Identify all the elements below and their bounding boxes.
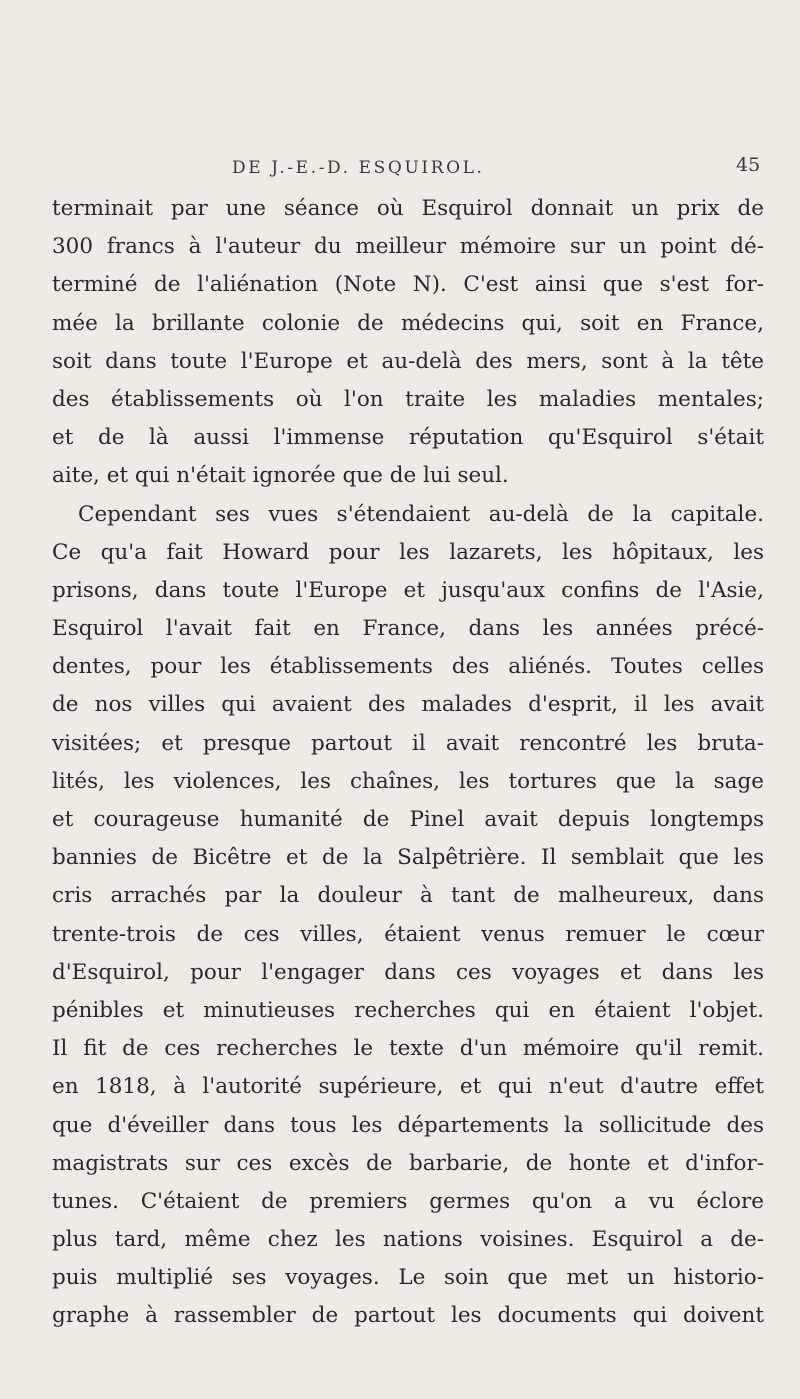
text-line: d'Esquirol, pour l'engager dans ces voyages et dans les	[52, 959, 764, 985]
text-line: plus tard, même chez les nations voisines. Esquirol a de-	[52, 1227, 764, 1253]
text-line: puis multiplié ses voyages. Le soin que met un historio-	[52, 1265, 764, 1291]
text-line: terminait par une séance où Esquirol donnait un prix de	[52, 196, 764, 221]
text-line: et de là aussi l'immense réputation qu'Esquirol s'était	[52, 425, 764, 451]
text-line: visitées; et presque partout il avait rencontré les bruta-	[52, 730, 764, 756]
text-line: que d'éveiller dans tous les départements la sollicitude des	[52, 1112, 764, 1138]
text-line: dentes, pour les établissements des aliénés. Toutes celles	[52, 654, 764, 680]
text-line: 300 francs à l'auteur du meilleur mémoire sur un point dé-	[52, 234, 764, 260]
text-line: des établissements où l'on traite les maladies mentales;	[52, 386, 764, 412]
text-line: Ce qu'a fait Howard pour les lazarets, les hôpitaux, les	[52, 539, 764, 565]
text-line: magistrats sur ces excès de barbarie, de honte et d'infor-	[52, 1150, 764, 1176]
text-line: Cependant ses vues s'étendaient au-delà de la capitale.	[78, 501, 764, 527]
text-line: graphe à rassembler de partout les documents qui doivent	[52, 1303, 764, 1329]
running-head: DE J.-E.-D. ESQUIROL.	[232, 158, 485, 178]
body-text	[52, 190, 764, 1336]
text-line: aite, et qui n'était ignorée que de lui seul.	[52, 463, 509, 489]
text-line: tunes. C'étaient de premiers germes qu'on a vu éclore	[52, 1188, 764, 1214]
text-line: et courageuse humanité de Pinel avait depuis longtemps	[52, 807, 764, 832]
text-line: terminé de l'aliénation (Note N). C'est ainsi que s'est for-	[52, 272, 764, 298]
text-line: bannies de Bicêtre et de la Salpêtrière. Il semblait que les	[52, 845, 764, 871]
text-line: lités, les violences, les chaînes, les tortures que la sage	[52, 768, 764, 794]
text-line: trente-trois de ces villes, étaient venus remuer le cœur	[52, 921, 764, 947]
text-line: pénibles et minutieuses recherches qui en étaient l'objet.	[52, 997, 764, 1023]
page-number: 45	[736, 154, 761, 176]
text-line: prisons, dans toute l'Europe et jusqu'aux confins de l'Asie,	[52, 577, 764, 603]
text-line: de nos villes qui avaient des malades d'esprit, il les avait	[52, 692, 764, 718]
text-line: cris arrachés par la douleur à tant de malheureux, dans	[52, 883, 764, 909]
text-line: en 1818, à l'autorité supérieure, et qui n'eut d'autre effet	[52, 1074, 764, 1100]
text-line: Esquirol l'avait fait en France, dans les années précé-	[52, 616, 764, 642]
text-line: mée la brillante colonie de médecins qui, soit en France,	[52, 310, 764, 336]
text-line: Il fit de ces recherches le texte d'un mémoire qu'il remit.	[52, 1036, 764, 1062]
text-line: soit dans toute l'Europe et au-delà des mers, sont à la tête	[52, 348, 764, 374]
